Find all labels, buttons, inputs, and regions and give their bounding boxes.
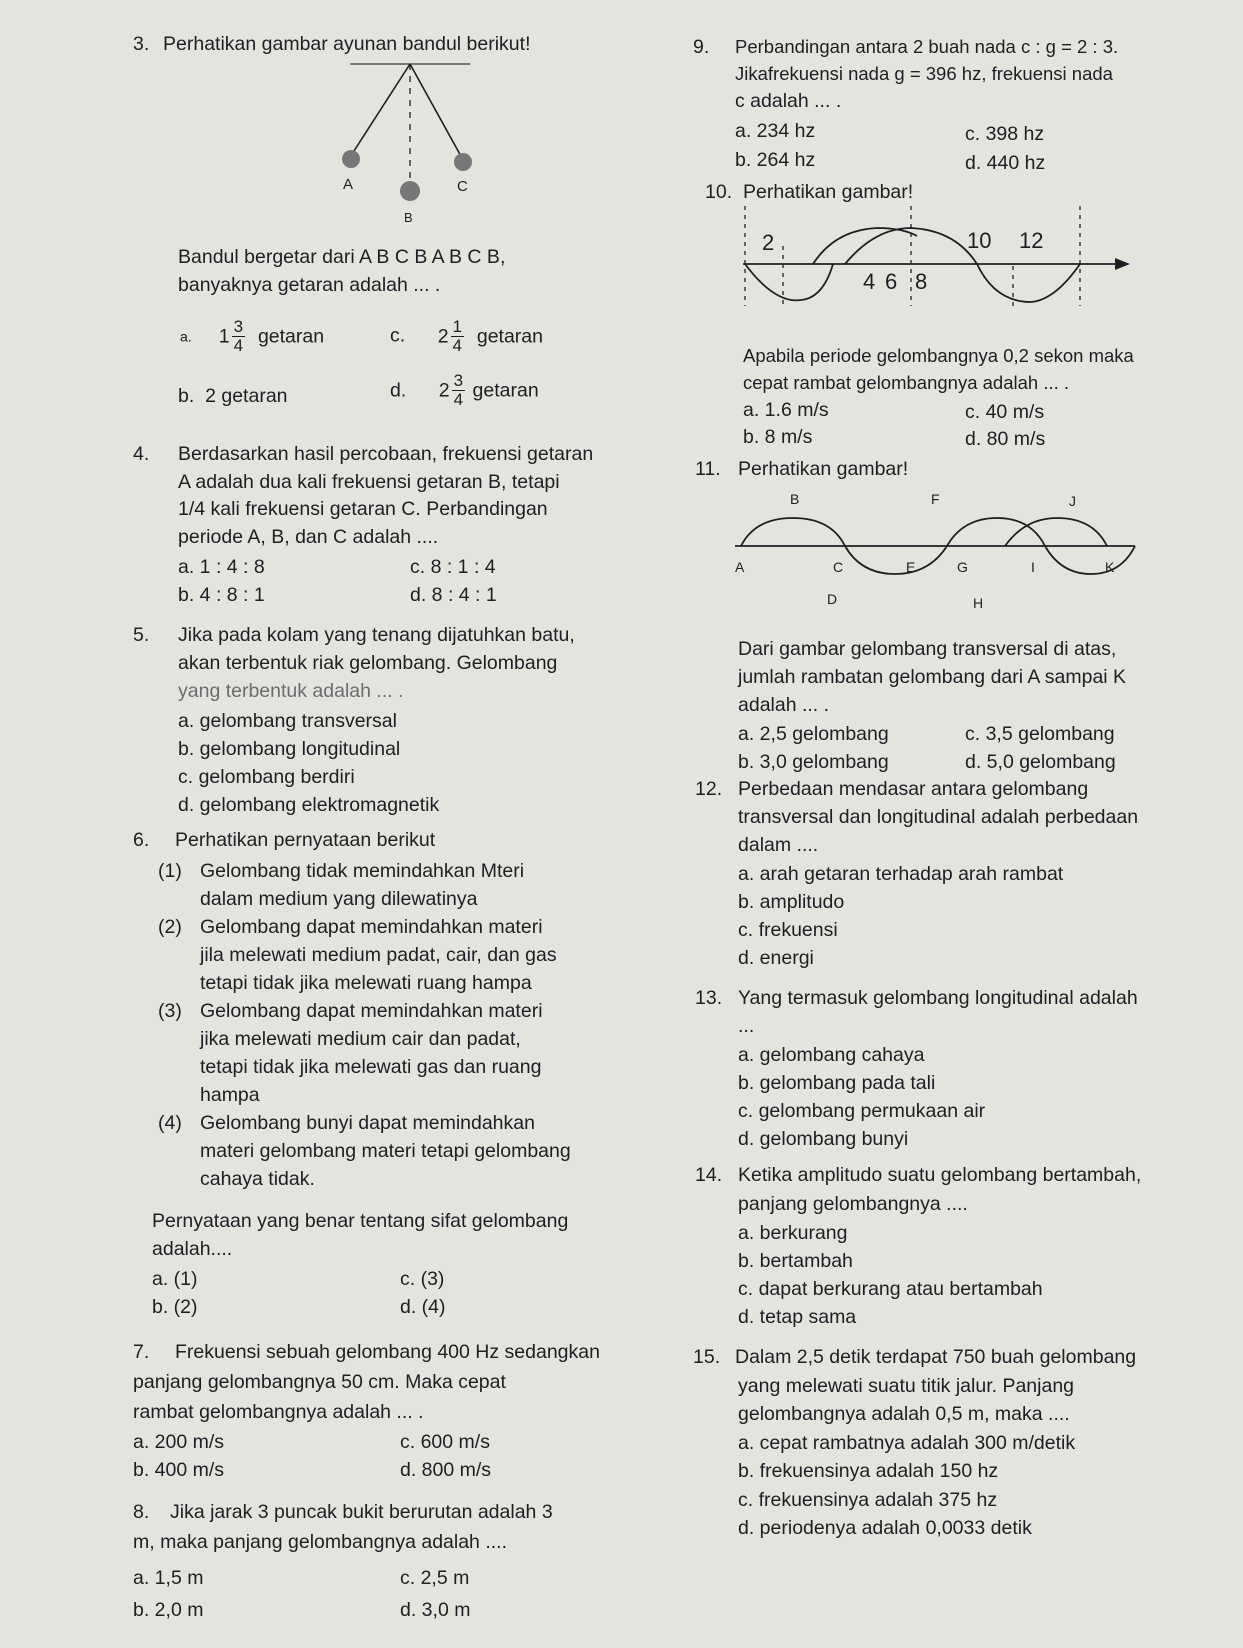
q11-stem: Perhatikan gambar! xyxy=(738,458,909,480)
q7-option-d[interactable]: d. 800 m/s xyxy=(400,1459,492,1481)
q10-option-c[interactable]: c. 40 m/s xyxy=(965,401,1045,423)
q5-option-a[interactable]: a. gelombang transversal xyxy=(178,710,397,732)
q11-wave-label: K xyxy=(1105,559,1115,575)
q15-line: gelombangnya adalah 0,5 m, maka .... xyxy=(738,1403,1070,1425)
q11-line: adalah ... . xyxy=(738,694,830,716)
pendulum-figure xyxy=(300,58,530,228)
q13-option-d[interactable]: d. gelombang bunyi xyxy=(738,1128,909,1150)
q10-stem: Perhatikan gambar! xyxy=(743,181,914,203)
q8-option-b[interactable]: b. 2,0 m xyxy=(133,1599,204,1621)
q3-stem: Perhatikan gambar ayunan bandul berikut! xyxy=(163,33,531,55)
q11-wave-label: F xyxy=(931,491,940,507)
q6-statement-line: jila melewati medium padat, cair, dan gas xyxy=(200,944,557,966)
q8-number: 8. xyxy=(133,1501,150,1523)
q6-statement-number: (1) xyxy=(158,860,182,882)
q10-wave-label: 8 xyxy=(915,269,928,294)
q6-stem: Perhatikan pernyataan berikut xyxy=(175,829,436,851)
q12-option-b[interactable]: b. amplitudo xyxy=(738,891,845,913)
q14-option-b[interactable]: b. bertambah xyxy=(738,1250,853,1272)
q3-option-b[interactable]: b. 2 getaran xyxy=(178,385,288,407)
q3-line2: banyaknya getaran adalah ... . xyxy=(178,274,441,296)
q10-wave-label: 4 xyxy=(863,269,876,294)
q11-wave-label: J xyxy=(1069,493,1076,509)
q7-line: panjang gelombangnya 50 cm. Maka cepat xyxy=(133,1371,506,1393)
q12-number: 12. xyxy=(695,778,723,800)
q10-option-a[interactable]: a. 1.6 m/s xyxy=(743,399,829,421)
q13-option-a[interactable]: a. gelombang cahaya xyxy=(738,1044,925,1066)
q11-wave-figure xyxy=(735,490,1145,620)
q13-option-b[interactable]: b. gelombang pada tali xyxy=(738,1072,936,1094)
q6-option-a[interactable]: a. (1) xyxy=(152,1268,198,1290)
label-b: B xyxy=(404,210,413,225)
q10-wave-label: 2 xyxy=(762,230,775,255)
q6-number: 6. xyxy=(133,829,150,851)
q14-number: 14. xyxy=(695,1164,723,1186)
q11-option-d[interactable]: d. 5,0 gelombang xyxy=(965,751,1116,773)
q6-option-b[interactable]: b. (2) xyxy=(152,1296,198,1318)
q6-statement-line: cahaya tidak. xyxy=(200,1168,315,1190)
q13-line: Yang termasuk gelombang longitudinal adalah xyxy=(738,987,1138,1009)
q11-wave-label: C xyxy=(833,559,844,575)
q4-line: 1/4 kali frekuensi getaran C. Perbandingan xyxy=(178,498,548,520)
q11-wave-label: G xyxy=(957,559,968,575)
q5-option-d[interactable]: d. gelombang elektromagnetik xyxy=(178,794,440,816)
q5-line: Jika pada kolam yang tenang dijatuhkan batu, xyxy=(178,624,575,646)
q7-line: rambat gelombangnya adalah ... . xyxy=(133,1401,424,1423)
q14-option-a[interactable]: a. berkurang xyxy=(738,1222,848,1244)
q11-option-c[interactable]: c. 3,5 gelombang xyxy=(965,723,1115,745)
q9-option-a[interactable]: a. 234 hz xyxy=(735,120,816,142)
q11-wave-label: E xyxy=(906,559,916,575)
q15-line: yang melewati suatu titik jalur. Panjang xyxy=(738,1375,1075,1397)
q9-option-b[interactable]: b. 264 hz xyxy=(735,149,816,171)
q12-line: transversal dan longitudinal adalah perbedaan xyxy=(738,806,1139,828)
q11-wave-label: B xyxy=(790,491,800,507)
q6-statement-line: dalam medium yang dilewatinya xyxy=(200,888,478,910)
q6-statement-line: tetapi tidak jika melewati ruang hampa xyxy=(200,972,532,994)
q11-wave-label: D xyxy=(827,591,838,607)
q11-line: jumlah rambatan gelombang dari A sampai K xyxy=(738,666,1127,688)
q6-statement-line: hampa xyxy=(200,1084,260,1106)
q4-number: 4. xyxy=(133,443,150,465)
q11-option-a[interactable]: a. 2,5 gelombang xyxy=(738,723,889,745)
q14-option-d[interactable]: d. tetap sama xyxy=(738,1306,857,1328)
q5-option-c[interactable]: c. gelombang berdiri xyxy=(178,766,355,788)
q10-wave-figure xyxy=(735,206,1135,316)
q14-line: Ketika amplitudo suatu gelombang bertambah, xyxy=(738,1164,1142,1186)
q3-line1: Bandul bergetar dari A B C B A B C B, xyxy=(178,246,506,268)
q6-statement-number: (2) xyxy=(158,916,182,938)
q10-wave-label: 12 xyxy=(1019,228,1044,253)
q11-wave-label: H xyxy=(973,595,984,611)
q6-statement-line: jika melewati medium cair dan padat, xyxy=(200,1028,521,1050)
q6-option-d[interactable]: d. (4) xyxy=(400,1296,446,1318)
label-a: A xyxy=(343,176,354,193)
q3-option-a[interactable]: a. 1 $\frac{3}{4}$ getaran xyxy=(180,317,325,355)
q6-statement-line: Gelombang dapat memindahkan materi xyxy=(200,916,543,938)
q12-line: Perbedaan mendasar antara gelombang xyxy=(738,778,1089,800)
q15-number: 15. xyxy=(693,1346,721,1368)
q8-option-a[interactable]: a. 1,5 m xyxy=(133,1567,204,1589)
q5-line: akan terbentuk riak gelombang. Gelombang xyxy=(178,652,558,674)
q4-option-a[interactable]: a. 1 : 4 : 8 xyxy=(178,556,265,578)
q6-statement-line: tetapi tidak jika melewati gas dan ruang xyxy=(200,1056,542,1078)
q9-line: Jikafrekuensi nada g = 396 hz, frekuensi nada xyxy=(735,63,1113,84)
q12-option-d[interactable]: d. energi xyxy=(738,947,814,969)
q4-option-d[interactable]: d. 8 : 4 : 1 xyxy=(410,584,497,606)
q6-statement-line: Gelombang bunyi dapat memindahkan xyxy=(200,1112,535,1134)
q8-option-d[interactable]: d. 3,0 m xyxy=(400,1599,471,1621)
q10-number: 10. xyxy=(705,181,733,203)
q12-option-a[interactable]: a. arah getaran terhadap arah rambat xyxy=(738,863,1064,885)
q15-option-a[interactable]: a. cepat rambatnya adalah 300 m/detik xyxy=(738,1432,1076,1454)
q8-line: Jika jarak 3 puncak bukit berurutan adalah 3 xyxy=(170,1501,553,1523)
q4-option-c[interactable]: c. 8 : 1 : 4 xyxy=(410,556,496,578)
q6-statement-line: Gelombang dapat memindahkan materi xyxy=(200,1000,543,1022)
q6-option-c[interactable]: c. (3) xyxy=(400,1268,445,1290)
q7-number: 7. xyxy=(133,1341,150,1363)
q9-option-c[interactable]: c. 398 hz xyxy=(965,123,1045,145)
q10-option-b[interactable]: b. 8 m/s xyxy=(743,426,813,448)
q11-line: Dari gambar gelombang transversal di atas, xyxy=(738,638,1117,660)
q4-line: Berdasarkan hasil percobaan, frekuensi getaran xyxy=(178,443,594,465)
q6-statement-number: (4) xyxy=(158,1112,182,1134)
q9-option-d[interactable]: d. 440 hz xyxy=(965,152,1046,174)
q13-line: ... xyxy=(738,1015,755,1037)
q10-wave-label: 10 xyxy=(967,228,992,253)
q15-option-d[interactable]: d. periodenya adalah 0,0033 detik xyxy=(738,1517,1032,1539)
q11-option-b[interactable]: b. 3,0 gelombang xyxy=(738,751,889,773)
q11-wave-label: A xyxy=(735,559,745,575)
q6-statement-line: Gelombang tidak memindahkan Mteri xyxy=(200,860,525,882)
q10-option-d[interactable]: d. 80 m/s xyxy=(965,428,1046,450)
q3-option-c[interactable]: c. 2 $\frac{1}{4}$ getaran xyxy=(390,317,543,355)
q5-number: 5. xyxy=(133,624,150,646)
q4-line: A adalah dua kali frekuensi getaran B, tetapi xyxy=(178,471,560,493)
q4-option-b[interactable]: b. 4 : 8 : 1 xyxy=(178,584,265,606)
q15-option-b[interactable]: b. frekuensinya adalah 150 hz xyxy=(738,1460,999,1482)
q15-line: Dalam 2,5 detik terdapat 750 buah gelombang xyxy=(735,1346,1137,1368)
q14-line: panjang gelombangnya .... xyxy=(738,1193,968,1215)
q7-option-b[interactable]: b. 400 m/s xyxy=(133,1459,225,1481)
q7-option-a[interactable]: a. 200 m/s xyxy=(133,1431,225,1453)
q12-line: dalam .... xyxy=(738,834,819,856)
q6-statement-line: materi gelombang materi tetapi gelombang xyxy=(200,1140,571,1162)
q12-option-c[interactable]: c. frekuensi xyxy=(738,919,838,941)
q9-number: 9. xyxy=(693,36,710,58)
q6-closing: Pernyataan yang benar tentang sifat gelombang xyxy=(152,1210,569,1232)
q7-line: Frekuensi sebuah gelombang 400 Hz sedangkan xyxy=(175,1341,600,1363)
q11-number: 11. xyxy=(695,458,721,480)
q10-line: Apabila periode gelombangnya 0,2 sekon maka xyxy=(743,345,1134,366)
q9-line: c adalah ... . xyxy=(735,90,842,112)
q6-statement-number: (3) xyxy=(158,1000,182,1022)
q13-number: 13. xyxy=(695,987,723,1009)
q3-number: 3. xyxy=(133,33,150,55)
q14-option-c[interactable]: c. dapat berkurang atau bertambah xyxy=(738,1278,1043,1300)
q3-option-d[interactable]: d. 2 $\frac{3}{4}$ getaran xyxy=(390,371,539,409)
q9-line: Perbandingan antara 2 buah nada c : g = 2 : 3. xyxy=(735,36,1119,57)
q8-line: m, maka panjang gelombangnya adalah .... xyxy=(133,1531,507,1553)
q15-option-c[interactable]: c. frekuensinya adalah 375 hz xyxy=(738,1489,998,1511)
q13-option-c[interactable]: c. gelombang permukaan air xyxy=(738,1100,986,1122)
q8-option-c[interactable]: c. 2,5 m xyxy=(400,1567,470,1589)
q5-line: yang terbentuk adalah ... . xyxy=(178,680,404,702)
q5-option-b[interactable]: b. gelombang longitudinal xyxy=(178,738,401,760)
q10-wave-label: 6 xyxy=(885,269,898,294)
q10-line: cepat rambat gelombangnya adalah ... . xyxy=(743,372,1070,393)
q7-option-c[interactable]: c. 600 m/s xyxy=(400,1431,490,1453)
q6-closing: adalah.... xyxy=(152,1238,233,1260)
q11-wave-label: I xyxy=(1031,559,1035,575)
q4-line: periode A, B, dan C adalah .... xyxy=(178,526,439,548)
label-c: C xyxy=(457,178,468,195)
